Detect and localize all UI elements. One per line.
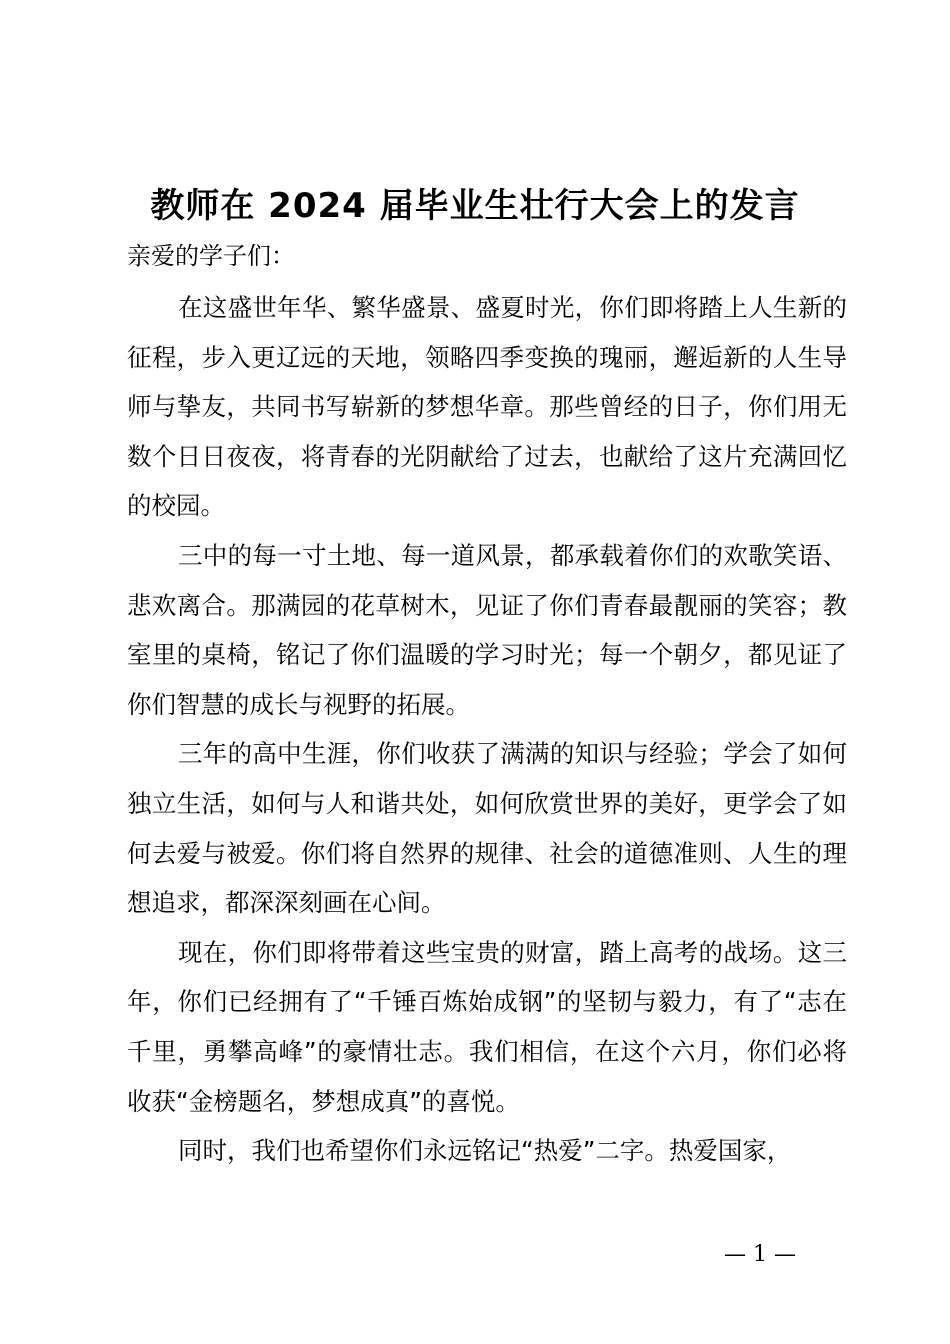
paragraph-4: 现在，你们即将带着这些宝贵的财富，踏上高考的战场。这三年，你们已经拥有了“千锤百炼始成钢”的坚韧与毅力，有了“志在千里，勇攀高峰”的豪情壮志。我们相信，在这个六月，你们必将收获“金榜题名，梦想成真”的喜悦。 [127,937,847,1116]
paragraph-5: 同时，我们也希望你们永远铭记“热爱”二字。热爱国家， [178,1136,792,1166]
document-body [127,283,847,1176]
paragraph-2: 三中的每一寸土地、每一道风景，都承载着你们的欢歌笑语、悲欢离合。那满园的花草树木，见证了你们青春最靓丽的笑容；教室里的桌椅，铭记了你们温暖的学习时光；每一个朝夕，都见证了你们智慧的成长与视野的拓展。 [127,540,847,719]
paragraph-1: 在这盛世年华、繁华盛景、盛夏时光，你们即将踏上人生新的征程，步入更辽远的天地，领略四季变换的瑰丽，邂逅新的人生导师与挚友，共同书写崭新的梦想华章。那些曾经的日子，你们用无数个日日夜夜，将青春的光阴献给了过去，也献给了这片充满回忆的校园。 [127,293,847,521]
document-title: 教师在 2024 届毕业生壮行大会上的发言 [150,186,800,226]
page-number: — 1 — [724,1242,796,1267]
salutation: 亲爱的学子们： [127,242,295,270]
paragraph-3: 三年的高中生涯，你们收获了满满的知识与经验；学会了如何独立生活，如何与人和谐共处，如何欣赏世界的美好，更学会了如何去爱与被爱。你们将自然界的规律、社会的道德准则、人生的理想追求，都深深刻画在心间。 [127,739,847,918]
